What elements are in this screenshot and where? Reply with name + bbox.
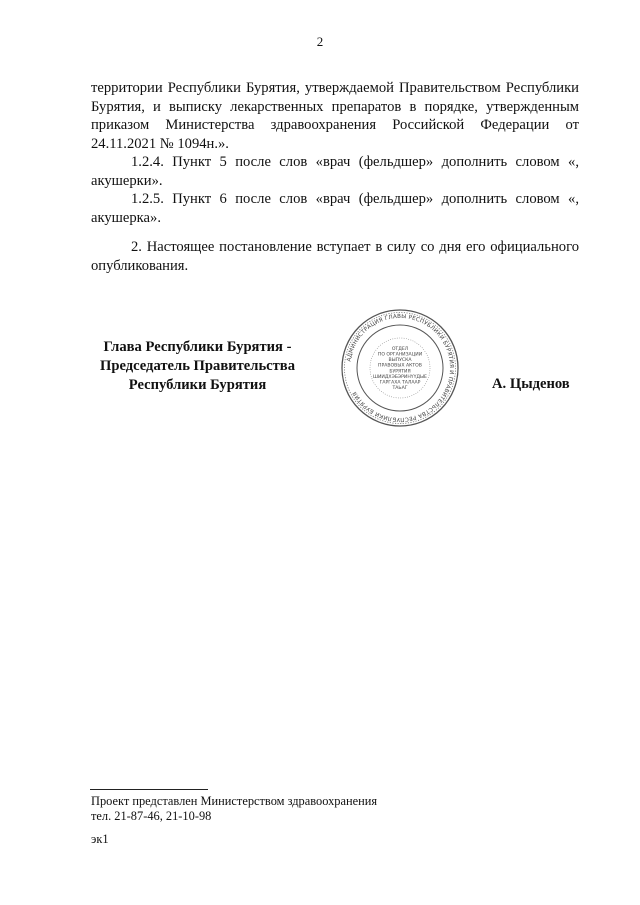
- seal-center-line: ПО ОРГАНИЗАЦИИ: [377, 352, 423, 358]
- paragraph-1-2-5: [91, 190, 579, 227]
- signatory-title: [80, 338, 315, 394]
- seal-center-line: ПРАВОВЫХ АКТОВ: [378, 363, 422, 369]
- signatory-title-line2: Председатель Правительства: [99, 357, 295, 374]
- signatory-title-line1: Глава Республики Бурятия -: [103, 339, 292, 355]
- seal-center-line: ОТДЕЛ: [391, 346, 409, 352]
- paragraph-intro-text: территории Республики Бурятия, утверждаемой Правительством Республики Бурятия, и выписку лекарственных препаратов в порядке, утвержденным приказом Министерства здравоохранения Российской Федерации от 24.11.2021 № 1094н.».: [91, 80, 579, 152]
- paragraph-1-2-5-text: 1.2.5. Пункт 6 после слов «врач (фельдшер» дополнить словом «, акушерка».: [91, 191, 579, 226]
- paragraph-1-2-4-text: 1.2.4. Пункт 5 после слов «врач (фельдшер» дополнить словом «, акушерки».: [91, 154, 579, 189]
- seal-center-line: БУРЯТИЯ: [389, 369, 411, 375]
- footnote-divider: [90, 789, 208, 790]
- seal-center-line: ГАРГАХА ТАЛААР: [379, 380, 421, 386]
- page-number: 2: [316, 34, 324, 49]
- seal-center-line: ТАЬАГ: [392, 386, 408, 392]
- footnote-line1: Проект представлен Министерством здравоохранения: [91, 794, 378, 808]
- signatory-title-line3: Республики Бурятия: [128, 376, 267, 393]
- svg-text:АДМИНИСТРАЦИЯ ГЛАВЫ РЕСПУБЛИКИ: АДМИНИСТРАЦИЯ ГЛАВЫ РЕСПУБЛИКИ БУРЯТИЯ И ПРАВИТЕЛЬСТВА РЕСПУБЛИКИ БУРЯТИЯ: [346, 313, 455, 423]
- footnote-line2: тел. 21-87-46, 21-10-98: [91, 808, 212, 823]
- paragraph-2-text: 2. Настоящее постановление вступает в силу со дня его официального опубликования.: [91, 239, 579, 274]
- paragraph-1-2-4: [91, 153, 579, 190]
- document-code: эк1: [91, 832, 109, 846]
- footnote: [91, 794, 377, 823]
- paragraph-intro: [91, 79, 579, 153]
- signer-name: А. Цыденов: [492, 376, 570, 392]
- seal-center-line: ШИИДХЭБЭРИНҮҮДЫЕ: [373, 374, 427, 380]
- paragraph-2: [91, 238, 579, 275]
- seal-center-line: ВЫПУСКА: [388, 358, 412, 364]
- official-seal-stamp: [340, 308, 460, 428]
